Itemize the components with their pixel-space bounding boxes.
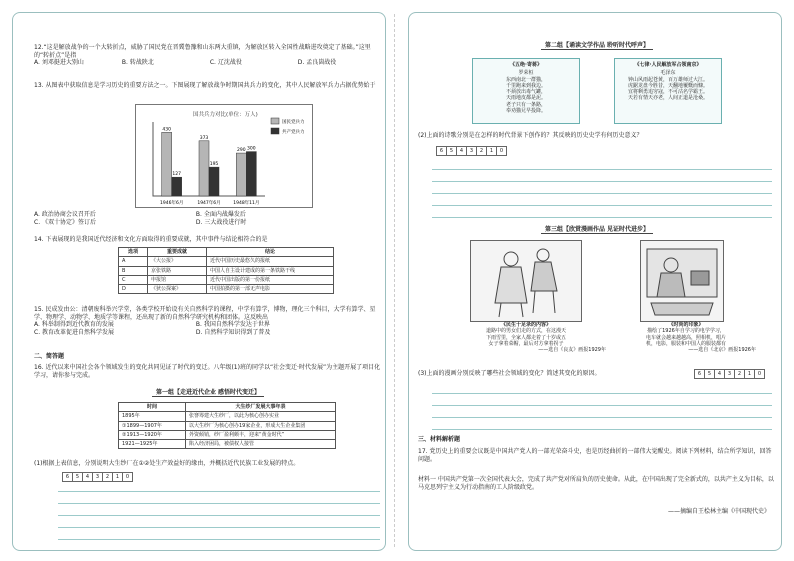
chart-bar [172, 177, 182, 196]
question-15-text: 15. 民成发由公：清朝废科举兴学堂，各类学校开始设有关自然科学的课程，中学有算学，博物，理化三个科目，大学有算学、星学、物理学、动物学、地质学等课程，还出现了新的自然科学研究机构和团体。这反映出 [34, 306, 376, 321]
table-row [119, 257, 334, 266]
cartoon-1-drawing [471, 241, 581, 321]
poem-1-line: 千里跑来到我边。 [505, 82, 546, 89]
cartoon-1-caption [446, 322, 606, 353]
chart-data-label: 195 [209, 162, 219, 168]
q12-option-c[interactable]: C. 辽沈战役 [209, 59, 242, 66]
group1-banner [34, 389, 382, 397]
score-digit[interactable]: 1 [112, 472, 123, 482]
chart-data-label: 127 [172, 172, 181, 178]
table-row [119, 421, 336, 430]
q12-option-b[interactable]: B. 转战陕北 [121, 59, 154, 66]
dasheng-table [118, 402, 336, 449]
poem-1-line: 奉劝猫兄早投降。 [505, 107, 546, 114]
score-digit[interactable]: 4 [456, 146, 467, 156]
score-digit[interactable]: 6 [436, 146, 447, 156]
poem-2-line: 钟山风雨起苍黄，百万雄师过大江。 [627, 76, 708, 83]
table-cell: 以大生纱厂为核心创办19家企业，形成大生企业集团 [186, 421, 336, 430]
poem-1-line: 不须放出毒气罐， [505, 89, 546, 95]
table-cell: 京张铁路 [148, 266, 207, 275]
poem-2-line: 宜将剩勇追穷寇，不可沽名学霸王。 [627, 89, 708, 95]
caption-line: 下雨雪里，全家人都走着了十岁或五 [485, 334, 566, 341]
q15-option-a[interactable]: A. 科举制得到近代教育的发展 [34, 321, 114, 328]
caption-line: 电车就会越来越越高，照相机，唱片 [645, 334, 726, 341]
q13-option-c[interactable]: C. 《双十协定》签订后 [34, 218, 97, 226]
right-panel [408, 12, 782, 551]
caption-source: ——选自《北京》画报1926年 [688, 347, 756, 353]
chart-category-label: 1946年6月 [160, 201, 184, 206]
score-digit[interactable]: 5 [704, 369, 715, 379]
cartoon-2-caption [616, 322, 756, 353]
question-15 [34, 306, 382, 336]
table-cell: D [119, 285, 148, 294]
score-digit[interactable]: 3 [724, 369, 735, 379]
poem-2-line: 天若有情天亦老，人间正道是沧桑。 [627, 95, 708, 102]
binding-line [394, 14, 399, 547]
chart-bar [209, 167, 219, 196]
table-cell: 张謇筹建大生纱厂，以此为核心创办实业 [186, 412, 336, 421]
answer-lines-16-2[interactable] [432, 158, 772, 218]
poem-card-2 [614, 58, 722, 124]
group3-banner [418, 226, 776, 234]
table-cell: 《狄公探案》 [148, 285, 207, 294]
question-16-3-text: (3)上面的漫画分别反映了哪些社会领域的变化？简述其变化的原因。 [418, 370, 601, 377]
table-header: 大生纱厂发展大事年表 [186, 403, 336, 412]
poem-1-line: 老子只有一条路， [505, 101, 546, 108]
score-digit[interactable]: 4 [82, 472, 93, 482]
caption-source: ——选自《良友》画报1929年 [538, 347, 606, 353]
table-cell: A [119, 257, 148, 266]
q12-option-d[interactable]: D. 孟良崮战役 [297, 59, 337, 66]
caption-line: 道路中的男女们走的方式，在这漫天 [485, 328, 566, 335]
score-digit[interactable]: 1 [744, 369, 755, 379]
score-digit[interactable]: 3 [92, 472, 103, 482]
cartoon-1-image [470, 240, 582, 322]
score-digit[interactable]: 4 [714, 369, 725, 379]
poem-2-title: 《七律·人民解放军占领南京》 [634, 62, 702, 68]
question-13-text: 13. 从图表中获取信息是学习历史的重要方法之一。下图展现了解放战争时期国共兵力的变化，其中人民解放军兵力占据优势始于 [34, 82, 376, 89]
question-14 [34, 236, 382, 244]
table-header: 选项 [119, 248, 148, 257]
material-1: 材料一 中国共产党第一次全国代表大会，完成了共产党对所肩负的历史使命。从此，在中国出现了完全新式的，以共产主义为目标，以马克思列宁主义为行动指南的工人阶级政党。 [418, 476, 774, 491]
chart-bar [236, 153, 246, 196]
cartoon-2-image [640, 240, 724, 322]
table-row [119, 266, 334, 275]
chart-data-label: 300 [247, 146, 256, 152]
q12-option-a[interactable]: A. 刘邓挺进大别山 [34, 59, 84, 66]
chart-data-label: 290 [237, 148, 246, 154]
poem-1-title: 《五绝·寄蒋》 [510, 62, 542, 68]
table-cell: 陷入经济困局，被债权人接管 [186, 440, 336, 449]
table-cell: 中国拍摄的第一部无声电影 [207, 285, 334, 294]
section-short-answer: 二、简答题 [34, 353, 65, 360]
chart-title: 国共兵力对比(单位：万人) [193, 112, 258, 118]
legend-label: 共产党兵力 [282, 130, 305, 135]
legend-swatch [271, 118, 279, 124]
section-material-analysis: 三、材料解析题 [418, 436, 461, 443]
group2-banner-text: 第二组【诵读文学作品 聆听时代呼声】 [541, 42, 653, 50]
poem-1-line: 东西南北一群猫， [505, 76, 546, 83]
table-cell: 1921—1925年 [119, 440, 186, 449]
question-13-options [34, 211, 382, 226]
caption-line: 女子拿着菜帽，最后对方拿着拐子 [488, 340, 564, 347]
score-digit[interactable]: 2 [734, 369, 745, 379]
poem-2-author: 毛泽东 [660, 70, 676, 77]
q13-option-b[interactable]: B. 全面内战爆发后 [195, 211, 246, 218]
table-cell: ①1899—1907年 [119, 421, 186, 430]
question-16-2: (2)上面的诗歌分别是在怎样的时代背景下创作的？其反映的历史史学有何历史意义？ [418, 132, 643, 139]
caption-line: 机，电影，服装和中国人的服装都有 [645, 340, 726, 347]
table-header: 重要成就 [148, 248, 207, 257]
group1-banner-text: 第一组【走进近代企业 感悟时代变迁】 [152, 389, 264, 397]
poem-2-line: 虎踞龙盘今胜昔，天翻地覆慨而慷。 [627, 82, 708, 89]
table-cell: 近代中国历史最悠久的报纸 [207, 257, 334, 266]
score-digit[interactable]: 6 [694, 369, 705, 379]
chart-bar [199, 141, 209, 196]
table-cell: 《大公报》 [148, 257, 207, 266]
table-header: 时间 [119, 403, 186, 412]
poem-card-1 [472, 58, 580, 124]
question-14-text: 14. 下表展现的是我国近代经济和文化方面取得的重要成就，其中事件与结论相符合的是 [34, 236, 268, 243]
question-16-text: 16. 近代以来中国社会各个领域发生的变化共同见证了时代的变迁。八年级(1)班的同学以“社会变迁·时代发展”为主题开展了项目化学习，请你参与完成。 [34, 364, 381, 379]
chart-category-label: 1947年6月 [197, 201, 221, 206]
table-header: 结论 [207, 248, 334, 257]
chart-bar [246, 152, 256, 196]
q15-option-c[interactable]: C. 教育改革促进自然科学发展 [34, 328, 115, 336]
table-row [119, 440, 336, 449]
table-cell: 中国人自主设计建成的第一条铁路干线 [207, 266, 334, 275]
table-cell: 1895年 [119, 412, 186, 421]
legend-label: 国民党兵力 [282, 120, 305, 125]
group3-banner-text: 第三组【欣赏漫画作品 见证时代进步】 [541, 226, 653, 234]
table-row [119, 430, 336, 439]
question-13 [34, 82, 382, 90]
force-comparison-chart [135, 104, 313, 208]
chart-category-label: 1948年11月 [233, 201, 260, 206]
score-digit[interactable]: 5 [72, 472, 83, 482]
table-row [119, 275, 334, 284]
answer-lines-16-1[interactable] [58, 480, 380, 540]
poem-1-line: 天雨地皮都是泥。 [505, 95, 546, 102]
q13-option-a[interactable]: A. 政治协商会议召开后 [34, 211, 96, 218]
caption-line: 描绘了1926年自学习的电学学习， [647, 328, 725, 335]
table-cell: B [119, 266, 148, 275]
score-digit[interactable]: 0 [496, 146, 507, 156]
question-12 [34, 44, 382, 67]
poem-1-author: 罗荣桓 [518, 70, 534, 77]
table-row [119, 285, 334, 294]
q13-option-d[interactable]: D. 三大战役进行时 [195, 218, 247, 226]
q15-option-d[interactable]: D. 自然科学知识得到了普及 [195, 328, 271, 336]
cartoon-2-title: 《时尚的印象》 [668, 322, 704, 328]
score-digit[interactable]: 6 [62, 472, 73, 482]
chart-data-label: 373 [199, 135, 209, 141]
score-digit[interactable]: 2 [476, 146, 487, 156]
question-16-1: (1)根据上表信息，分别说明大生纱厂在①②处生产效益好的缘由，并概括近代民族工业发展的特点。 [34, 460, 300, 467]
answer-lines-16-3[interactable] [432, 382, 772, 430]
score-digit[interactable]: 1 [486, 146, 497, 156]
score-digit[interactable]: 2 [102, 472, 113, 482]
score-digit[interactable]: 0 [122, 472, 133, 482]
score-digit[interactable]: 5 [446, 146, 457, 156]
score-box-right-2 [694, 369, 764, 379]
table-cell: 近代中国出版的第一份报纸 [207, 275, 334, 284]
question-12-text: 12.“这是解放战争的一个大转折点，威胁了国民党在晋冀鲁豫和山东两大重镇，为解放区转入全国性战略进攻奠定了基础。”这里的“转折点”是指 [34, 44, 371, 59]
question-17: 17. 党历史上的重要会议既是中国共产党人的一部光荣奋斗史，也是历经曲折的一部伟大觉醒史。阅读下列材料，结合所学知识，回答问题。 [418, 448, 772, 463]
legend-swatch [271, 128, 279, 134]
score-box-right-1 [436, 146, 506, 156]
q15-option-b[interactable]: B. 我国自然科学发达于世界 [195, 321, 270, 328]
score-digit[interactable]: 3 [466, 146, 477, 156]
chart-bar [162, 132, 172, 196]
question-16 [34, 364, 382, 379]
group2-banner [418, 42, 776, 50]
material-1-source: ——摘编自王桧林主编《中国现代史》 [667, 508, 770, 515]
table-cell: C [119, 275, 148, 284]
cartoon-2-drawing [641, 241, 723, 321]
table-cell: ②1913—1920年 [119, 430, 186, 439]
score-digit[interactable]: 0 [754, 369, 765, 379]
table-row [119, 412, 336, 421]
achievement-table [118, 247, 334, 294]
table-cell: 外资倾销，纱厂盈利颇丰，迎来“黄金时代” [186, 430, 336, 439]
table-cell: 申报馆 [148, 275, 207, 284]
cartoon-1-title: 《民生十足录的内容》 [500, 322, 551, 328]
chart-data-label: 430 [162, 127, 171, 133]
